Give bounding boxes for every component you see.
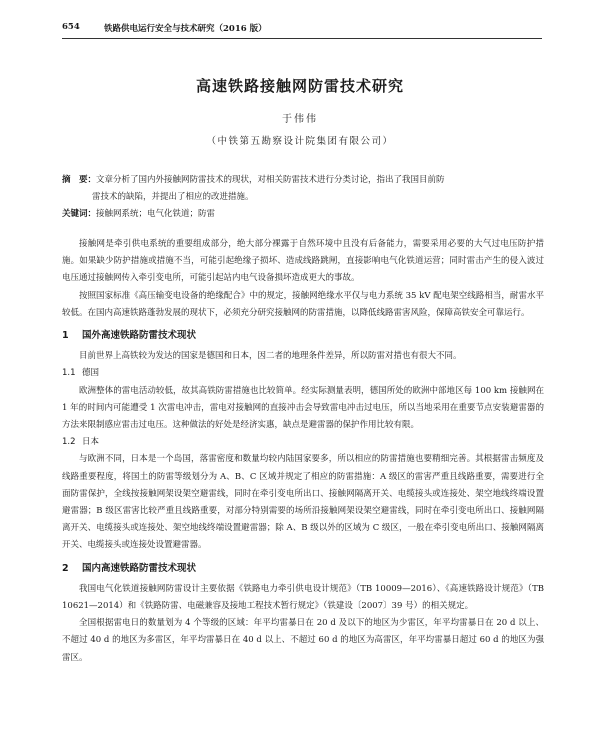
- header-rule: [62, 38, 542, 39]
- abstract-line-1: [62, 172, 544, 189]
- intro-paragraph-2: 按照国家标准《高压输变电设备的绝缘配合》中的规定，接触网绝缘水平仅与电力系统 35 kV 配电架空线路相当，耐雷水平较低。在国内高速铁路蓬勃发展的现状下，必须充分研究接触网的防雷措施，以降低线路雷害风险，保障高铁安全可靠运行。: [62, 290, 544, 318]
- section-1-number: 1: [62, 330, 69, 342]
- subsection-1-1-heading: [62, 365, 544, 382]
- author: 于伟伟: [282, 114, 318, 125]
- keywords-line: [62, 206, 544, 223]
- intro-paragraph-1: 接触网是牵引供电系统的重要组成部分，绝大部分裸露于自然环境中且没有后备能力，需要采用必要的大气过电压防护措施。如果缺少防护措施或措施不当，可能引起绝缘子损坏、造成线路跳闸，直接影响电气化铁道运营；同时雷击产生的侵入波过电压通过接触网传入牵引变电所，可能引起站内电气设备损坏造成更大的事故。: [62, 239, 544, 284]
- running-title: 铁路供电运行安全与技术研究（2016 版）: [104, 24, 267, 34]
- running-header: [62, 20, 542, 40]
- paper-title: 高速铁路接触网防雷技术研究: [195, 77, 404, 95]
- subsection-1-2-heading: [62, 434, 544, 451]
- section-2-heading: [62, 560, 544, 577]
- section-2-paragraph-2: 全国根据雷电日的数量划为 4 个等级的区域：年平均雷暴日在 20 d 及以下的地区为少雷区，年平均雷暴日在 20 d 以上、不超过 40 d 的地区为多雷区，年平均雷暴日在 40 d 以上、不超过 60 d 的地区为高雷区，年平均雷暴日超过 60 d 的地区为强雷区。: [62, 618, 544, 663]
- section-2-title: 国内高速铁路防雷技术现状: [82, 562, 197, 574]
- subsection-1-1-number: 1.1: [62, 368, 76, 379]
- affiliation: （中铁第五勘察设计院集团有限公司）: [206, 136, 394, 147]
- abstract-block: [62, 172, 544, 223]
- section-1-heading: [62, 327, 544, 344]
- abstract-text-2: 雷技术的缺陷，并提出了相应的改进措施。: [92, 192, 254, 202]
- subsection-1-2-number: 1.2: [62, 437, 76, 448]
- subsection-1-2-title: 日本: [82, 437, 100, 448]
- abstract-label: 摘 要：: [62, 175, 97, 185]
- subsection-1-1-text: 欧洲整体的雷电活动较低，故其高铁防雷措施也比较简单。经实际测量表明，德国所处的欧洲中部地区每 100 km 接触网在 1 年的时间内可能遭受 1 次雷电冲击，雷电对接触网的直接冲击会导致雷电冲击过电压，所以当地采用在重要节点安装避雷器的方法来限制感应雷击过电压。这种做法的好处是经济实惠，缺点是避雷器的保护作用比较有限。: [62, 385, 544, 431]
- subsection-1-2-text: 与欧洲不同，日本是一个岛国，落雷密度和数量均较内陆国家要多，所以相应的防雷措施也要精细完善。其根据雷击频度及线路重要程度，将国土的防雷等级划分为 A、B、C 区域并规定了相应的防雷措施：A 级区的雷害严重且线路重要，需要进行全面防雷保护，全线按接触网架设架空避雷线，同时在牵引变电所出口、接触网隔离开关、电缆接头或连接处、架空地线终端设置避雷器；B 级区雷害比较严重且线路重要，对部分特别需要的场所沿接触网架设架空避雷线，同时在牵引变电所出口、接触网隔离开关、电缆接头或连接处、架空地线终端设置避雷器；除 A、B 级以外的区域为 C 级区，一般在牵引变电所出口、接触网隔离开关、电缆接头或连接处设置避雷器。: [62, 454, 544, 551]
- subsection-1-1-title: 德国: [82, 368, 100, 379]
- page-number: 654: [62, 22, 80, 32]
- abstract-text-1: 文章分析了国内外接触网防雷技术的现状，对相关防雷技术进行分类讨论，指出了我国目前防: [96, 175, 445, 185]
- keywords-label: 关键词：: [62, 209, 97, 219]
- section-2-number: 2: [62, 562, 69, 574]
- section-2-paragraph-1: 我国电气化铁道接触网防雷设计主要依据《铁路电力牵引供电设计规范》（TB 10009—2016）、《高速铁路设计规范》（TB 10621—2014）和《铁路防雷、电磁兼容及接地工程技术暂行规定》（铁建设〔2007〕39 号）的相关规定。: [62, 583, 544, 612]
- section-1-intro: 目前世界上高铁较为发达的国家是德国和日本，因二者的地理条件差异，所以防雷对措也有很大不同。: [79, 351, 462, 362]
- section-1-title: 国外高速铁路防雷技术现状: [82, 330, 197, 342]
- main-body: [62, 236, 544, 667]
- keywords-text: 接触网系统；电气化铁道；防雷: [96, 209, 216, 219]
